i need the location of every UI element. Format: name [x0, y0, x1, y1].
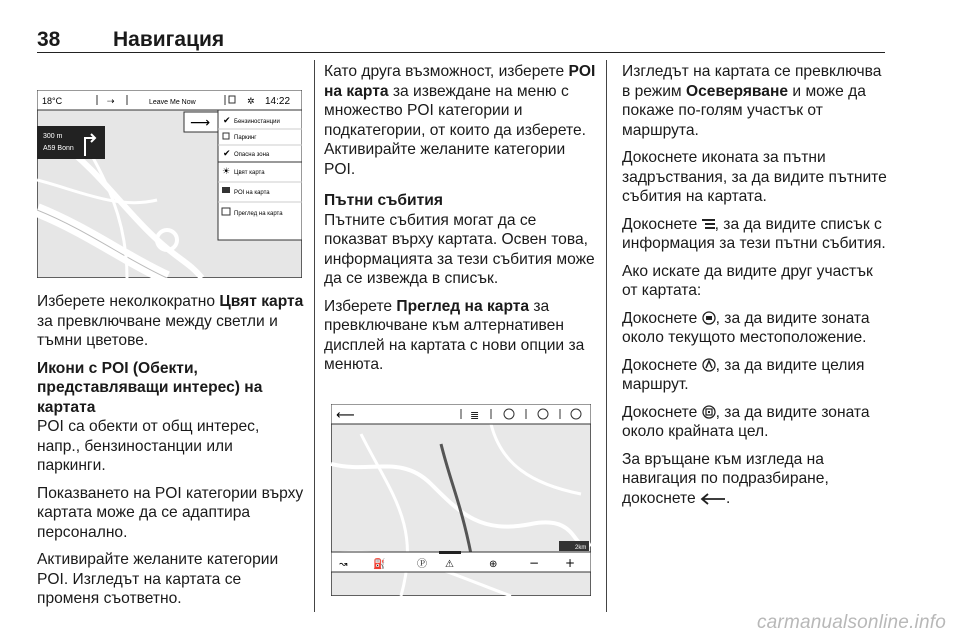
text: .	[725, 489, 731, 507]
text: за извеждане на меню с множество POI категории и подкатегории, от които да изберете. Активирайте желаните категории POI.	[324, 82, 586, 178]
paragraph-return-default	[622, 450, 892, 509]
menu-label-parking: Паркинг	[234, 135, 257, 141]
parking-icon[interactable]: Ⓟ	[417, 559, 427, 570]
page-header	[37, 22, 885, 53]
turn-distance: 300 m	[43, 133, 63, 140]
text: Изгледът на картата се превключва в режим	[622, 63, 882, 100]
usb-icon: ⇢	[107, 97, 115, 107]
temperature-label: 18°C	[42, 96, 63, 106]
map-menu-screenshot	[37, 90, 302, 278]
text: Докоснете	[622, 309, 702, 327]
section-title: Навигация	[113, 28, 225, 51]
watermark: carmanualsonline.info	[756, 612, 946, 633]
traffic-icon[interactable]: ⚠	[445, 559, 454, 570]
text: , за да видите зоната около текущото местоположение.	[622, 309, 870, 346]
text: Докоснете	[622, 356, 702, 374]
sun-icon: ☀	[222, 167, 231, 177]
destination-icon	[702, 405, 716, 419]
gas-station-icon[interactable]: ⛽	[373, 559, 386, 570]
location-label: Leave Me Now	[149, 99, 196, 106]
paragraph-poi-menu	[324, 62, 596, 179]
paragraph-traffic: Пътните събития могат да се показват върху картата. Освен това, информацията за тези събития може да се извежда в списък.	[324, 211, 595, 287]
paragraph-poi-activate: Активирайте желаните категории POI. Изгледът на картата се променя съответно.	[37, 551, 279, 607]
list-icon[interactable]: ≣	[470, 409, 480, 422]
column-right	[622, 62, 892, 516]
back-arrow-icon[interactable]: ⟵	[336, 408, 355, 423]
svg-text:✔: ✔	[223, 116, 231, 126]
text: , за да видите списък с информация за тези пътни събития.	[622, 215, 886, 252]
term-map-color: Цвят карта	[219, 293, 304, 310]
current-location-icon	[702, 311, 716, 325]
text: Изберете неколкократно	[37, 293, 220, 310]
map-overview-screenshot	[331, 404, 591, 596]
menu-label-danger: Опасна зона	[234, 152, 270, 158]
page-number: 38	[37, 28, 61, 51]
paragraph-other-area: Ако искате да видите друг участък от картата:	[622, 262, 873, 299]
paragraph-traffic-icon: Докоснете иконата за пътни задръствания, за да видите пътните събития на картата.	[622, 149, 887, 205]
turn-road: A59 Bonn	[43, 145, 74, 152]
zoom-in-icon[interactable]: +	[565, 556, 576, 570]
clock-label: 14:22	[265, 96, 291, 107]
route-options-icon[interactable]: ↝	[339, 559, 348, 570]
svg-text:✔: ✔	[223, 149, 231, 159]
text: За връщане към изгледа на навигация по подразбиране, докоснете	[622, 450, 829, 507]
map-scale: 2km	[575, 545, 587, 551]
paragraph-map-color	[37, 292, 305, 351]
text: , за да видите целия маршрут.	[622, 356, 865, 393]
text: Докоснете	[622, 403, 702, 421]
list-icon	[702, 218, 715, 231]
paragraph-destination	[622, 403, 892, 442]
menu-label-map-view: Преглед на карта	[234, 211, 283, 217]
text: Докоснете	[622, 215, 702, 233]
text: за превключване между светли и тъмни цветове.	[37, 312, 278, 349]
column-left	[37, 292, 305, 617]
text: , за да видите зоната около крайната цел.	[622, 403, 870, 440]
column-divider	[314, 60, 315, 612]
recenter-icon[interactable]: ⊕	[489, 559, 498, 570]
menu-label-gas: Бензиностанции	[234, 119, 280, 125]
term-north-up: Осеверяване	[685, 82, 789, 100]
paragraph-current-location	[622, 309, 892, 348]
heading-poi-icons: Икони с POI (Обекти, представляващи интерес) на картата	[37, 359, 263, 416]
term-map-view: Преглед на карта	[396, 297, 530, 315]
forward-arrow-icon[interactable]: ⟶	[190, 115, 211, 131]
route-icon	[702, 358, 716, 372]
paragraph-map-view	[324, 297, 596, 375]
paragraph-whole-route	[622, 356, 892, 395]
poi-icon	[222, 187, 230, 193]
paragraph-poi-def: POI са обекти от общ интерес, напр., бензиностанции или паркинги.	[37, 418, 260, 474]
paragraph-poi-adapt: Показването на POI категории върху картата може да се адаптира персонално.	[37, 484, 304, 541]
back-arrow-icon	[700, 493, 726, 505]
text: Като друга възможност, изберете	[324, 63, 569, 80]
menu-label-poi: POI на карта	[234, 190, 270, 196]
heading-traffic-events: Пътни събития	[324, 192, 443, 209]
paragraph-list	[622, 215, 892, 254]
text: и може да покаже по-голям участък от маршрута.	[622, 82, 866, 139]
paragraph-north-up	[622, 62, 892, 140]
menu-label-map-color: Цвят карта	[234, 170, 265, 176]
text: за превключване към алтернативен дисплей на картата с нови опции за менюта.	[324, 297, 585, 373]
zoom-out-icon[interactable]: −	[529, 556, 540, 570]
column-middle	[324, 62, 596, 383]
gear-icon: ✲	[247, 97, 255, 107]
column-divider	[606, 60, 607, 612]
text: Изберете	[324, 297, 397, 315]
term-poi-on-map: POI на карта	[324, 63, 596, 100]
